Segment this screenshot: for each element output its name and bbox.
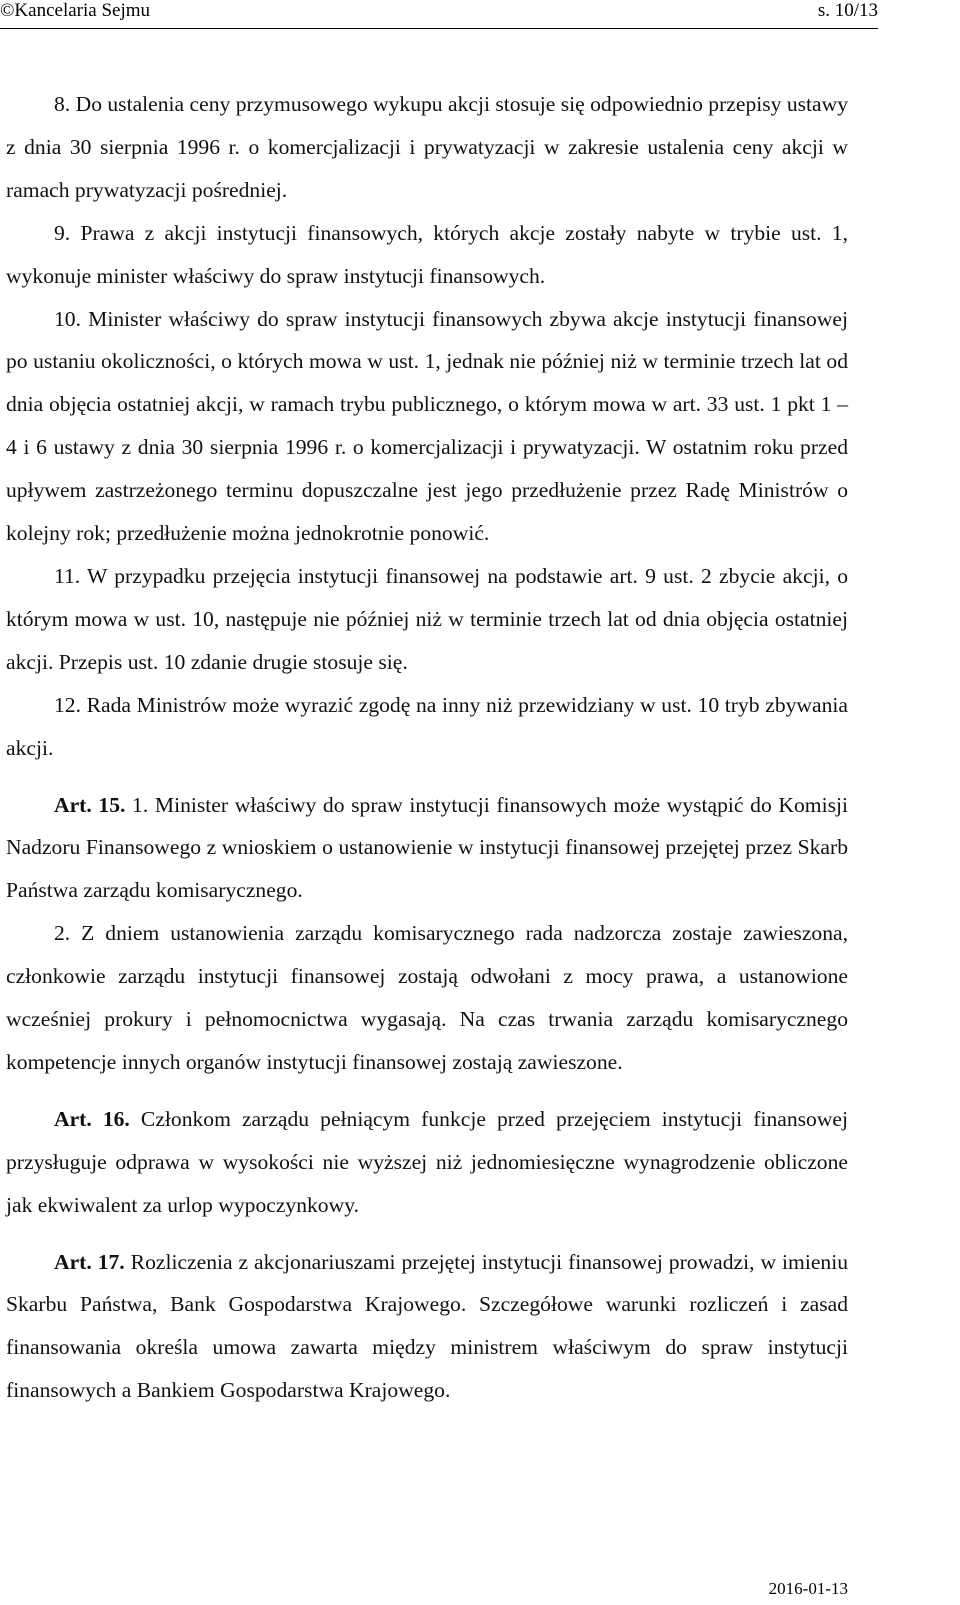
- article-16-text: Członkom zarządu pełniącym funkcje przed przejęciem instytucji finansowej przysługuje odprawa w wysokości nie wyższej niż jednomiesięczne wynagrodzenie obliczone jak ekwiwalent za urlop wypoczynkowy.: [6, 1106, 848, 1217]
- paragraph-ust-8: 8. Do ustalenia ceny przymusowego wykupu akcji stosuje się odpowiednio przepisy ustawy z dnia 30 sierpnia 1996 r. o komercjalizacji i prywatyzacji w zakresie ustalenia ceny akcji w ramach prywatyzacji pośredniej.: [6, 92, 849, 202]
- page-header: [0, 0, 960, 36]
- article-17-label: Art. 17.: [54, 1249, 125, 1274]
- document-body: [6, 83, 848, 1412]
- paragraph-ust-10: 10. Minister właściwy do spraw instytucji finansowych zbywa akcje instytucji finansowej po ustaniu okoliczności, o których mowa w ust. 1, jednak nie później niż w terminie trzech lat od dnia objęcia ostatniej akcji, w ramach trybu publicznego, o którym mowa w art. 33 ust. 1 pkt 1 – 4 i 6 ustawy z dnia 30 sierpnia 1996 r. o komercjalizacji i prywatyzacji. W ostatnim roku przed upływem zastrzeżonego terminu dopuszczalne jest jego przedłużenie przez Radę Ministrów o kolejny rok; przedłużenie można jednokrotnie ponowić.: [6, 306, 848, 546]
- article-15-text: 1. Minister właściwy do spraw instytucji finansowych może wystąpić do Komisji Nadzoru Finansowego z wnioskiem o ustanowienie w instytucji finansowej przejętej przez Skarb Państwa zarządu komisarycznego.: [6, 792, 848, 903]
- article-15-ust-2-text: 2. Z dniem ustanowienia zarządu komisarycznego rada nadzorcza zostaje zawieszona, członkowie zarządu instytucji finansowej zostają odwołani z mocy prawa, a ustanowione wcześniej prokury i pełnomocnictwa wygasają. Na czas trwania zarządu komisarycznego kompetencje innych organów instytucji finansowej zostają zawieszone.: [6, 921, 848, 1074]
- header-divider: [0, 28, 878, 29]
- header-copyright: ©Kancelaria Sejmu: [0, 0, 151, 21]
- page-number: s. 10/13: [817, 0, 878, 21]
- paragraph-ust-9: 9. Prawa z akcji instytucji finansowych, których akcje zostały nabyte w trybie ust. 1, wykonuje minister właściwy do spraw instytucji finansowych.: [6, 220, 848, 288]
- paragraph-ust-12: 12. Rada Ministrów może wyrazić zgodę na inny niż przewidziany w ust. 10 tryb zbywania akcji.: [6, 692, 848, 760]
- article-15-label: Art. 15.: [54, 792, 126, 817]
- article-16-label: Art. 16.: [54, 1106, 130, 1131]
- article-15-ust-1: [6, 784, 848, 913]
- footer-date: 2016-01-13: [768, 1579, 848, 1598]
- article-17: [6, 1241, 848, 1413]
- article-16: [6, 1098, 848, 1227]
- article-17-text: Rozliczenia z akcjonariuszami przejętej instytucji finansowej prowadzi, w imieniu Skarbu Państwa, Bank Gospodarstwa Krajowego. Szczegółowe warunki rozliczeń i zasad finansowania określa umowa zawarta między ministrem właściwym do spraw instytucji finansowych a Bankiem Gospodarstwa Krajowego.: [6, 1249, 848, 1403]
- article-15-ust-2: [6, 912, 848, 1084]
- paragraph-ust-11: 11. W przypadku przejęcia instytucji finansowej na podstawie art. 9 ust. 2 zbycie akcji, o którym mowa w ust. 10, następuje nie później niż w terminie trzech lat od dnia objęcia ostatniej akcji. Przepis ust. 10 zdanie drugie stosuje się.: [6, 563, 848, 674]
